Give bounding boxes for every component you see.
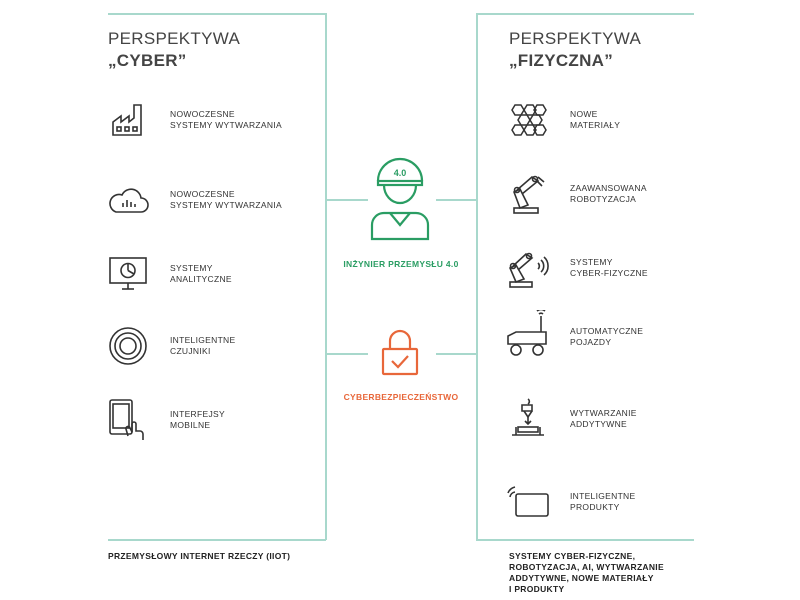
connector-left-security <box>326 353 368 355</box>
right-perspective-title <box>509 28 641 72</box>
3d-printer-icon <box>506 397 550 441</box>
left-item-label-line1: NOWOCZESNE <box>170 189 235 199</box>
connector-right-engineer <box>436 199 476 201</box>
engineer-label: INŻYNIER PRZEMYSŁU 4.0 <box>343 259 459 269</box>
monitor-chart-icon <box>106 252 150 296</box>
left-footer-line: PRZEMYSŁOWY INTERNET RZECZY (IIOT) <box>108 551 291 561</box>
left-item-label-line2: CZUJNIKI <box>170 346 211 356</box>
left-panel-right-border <box>325 13 327 540</box>
left-item-label-line2: SYSTEMY WYTWARZANIA <box>170 200 282 210</box>
cloud-icon <box>106 178 150 222</box>
left-title-line2: „CYBER” <box>108 51 187 70</box>
sensor-icon <box>106 324 150 368</box>
connector-right-security <box>436 353 476 355</box>
left-item-manufacturing <box>106 98 282 142</box>
right-footer-line-4: I PRODUKTY <box>509 584 565 594</box>
right-item-label-line2: ROBOTYZACJA <box>570 194 637 204</box>
left-footer-note <box>108 551 290 562</box>
left-panel-bottom-border <box>108 539 326 541</box>
right-title-line2: „FIZYCZNA” <box>509 51 614 70</box>
right-footer-line-3: ADDYTYWNE, NOWE MATERIAŁY <box>509 573 654 583</box>
left-item-label-line1: INTELIGENTNE <box>170 335 236 345</box>
right-item-label <box>570 183 647 205</box>
helmet-badge-text: 4.0 <box>393 168 407 178</box>
right-item-label-line1: WYTWARZANIE <box>570 408 637 418</box>
tablet-touch-icon <box>106 398 150 442</box>
right-item-label <box>570 491 635 513</box>
left-item-label-line2: SYSTEMY WYTWARZANIA <box>170 120 282 130</box>
left-item-analytics <box>106 252 232 296</box>
connector-left-engineer <box>326 199 368 201</box>
left-item-label-line1: SYSTEMY <box>170 263 213 273</box>
left-item-label-line1: NOWOCZESNE <box>170 109 235 119</box>
left-item-label <box>170 189 282 211</box>
right-panel-bottom-border <box>476 539 694 541</box>
right-item-label-line1: NOWE <box>570 109 598 119</box>
left-panel-top-border <box>108 13 326 15</box>
left-item-label <box>170 335 235 357</box>
right-item-label-line1: INTELIGENTNE <box>570 491 636 501</box>
padlock-check-icon <box>380 329 420 377</box>
left-item-label-line2: ANALITYCZNE <box>170 274 232 284</box>
right-item-smart-products <box>506 480 635 524</box>
right-item-robotics <box>506 172 647 216</box>
right-title-line1: PERSPEKTYWA <box>509 29 642 48</box>
right-item-label-line2: CYBER-FIZYCZNE <box>570 268 648 278</box>
right-item-materials <box>506 98 620 142</box>
robot-arm-wireless-icon <box>506 246 550 290</box>
right-item-label <box>570 257 648 279</box>
right-footer-line-2: ROBOTYZACJA, AI, WYTWARZANIE <box>509 562 664 572</box>
left-item-label-line2: MOBILNE <box>170 420 211 430</box>
right-item-label-line2: ADDYTYWNE <box>570 419 628 429</box>
left-title-line1: PERSPEKTYWA <box>108 29 241 48</box>
right-item-label-line1: AUTOMATYCZNE <box>570 326 644 336</box>
right-item-label-line1: SYSTEMY <box>570 257 613 267</box>
right-item-label-line2: PRODUKTY <box>570 502 620 512</box>
right-footer-note <box>509 551 664 595</box>
left-item-cloud <box>106 178 282 222</box>
robot-arm-icon <box>506 172 550 216</box>
right-panel-left-border <box>476 13 478 540</box>
engineer-helmet-icon <box>368 155 432 245</box>
factory-icon <box>106 98 150 142</box>
left-item-label <box>170 409 225 431</box>
left-item-label <box>170 109 282 131</box>
right-item-label <box>570 408 637 430</box>
right-item-vehicles <box>506 310 643 364</box>
right-item-label-line2: POJAZDY <box>570 337 612 347</box>
left-item-mobile <box>106 398 225 442</box>
hexagon-material-icon <box>506 98 550 142</box>
right-footer-line-1: SYSTEMY CYBER-FIZYCZNE, <box>509 551 636 561</box>
right-item-label <box>570 326 643 348</box>
right-panel-top-border <box>476 13 694 15</box>
autonomous-vehicle-icon <box>506 310 550 364</box>
right-item-label-line1: ZAAWANSOWANA <box>570 183 647 193</box>
left-item-label-line1: INTERFEJSY <box>170 409 225 419</box>
right-item-label <box>570 109 620 131</box>
right-item-cps <box>506 246 648 290</box>
left-perspective-title <box>108 28 240 72</box>
smart-product-icon <box>506 480 550 524</box>
left-item-label <box>170 263 232 285</box>
left-item-sensors <box>106 324 235 368</box>
right-item-label-line2: MATERIAŁY <box>570 120 621 130</box>
cybersecurity-label: CYBERBEZPIECZEŃSTWO <box>343 392 459 402</box>
right-item-additive <box>506 397 637 441</box>
